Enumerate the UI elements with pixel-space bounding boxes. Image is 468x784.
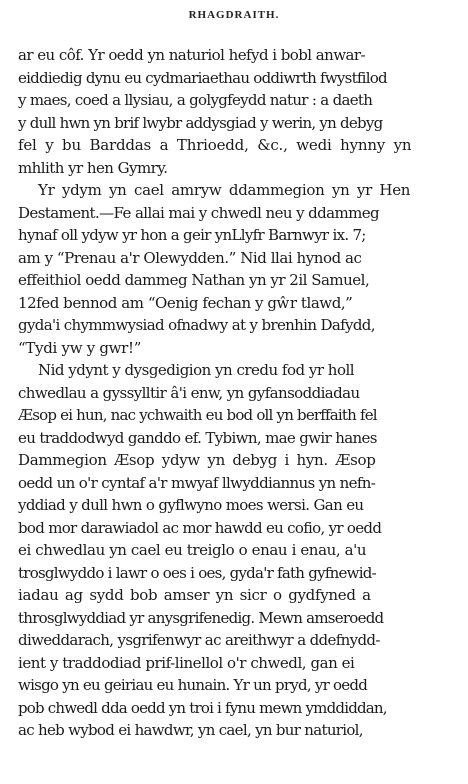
- text-line: oedd un o'r cyntaf a'r mwyaf llwyddiannus yn nefn-: [18, 473, 376, 492]
- text-line: ient y traddodiad prif-linellol o'r chwedl, gan ei: [18, 653, 355, 672]
- text-line: wisgo yn eu geiriau eu hunain. Yr un pryd, yr oedd: [18, 676, 368, 694]
- text-line: ar eu côf. Yr oedd yn naturiol hefyd i bobl anwar-: [18, 46, 366, 64]
- text-line: y maes, coed a llysiau, a golygfeydd natur : a daeth: [18, 91, 373, 109]
- text-line: diweddarach, ysgrifenwyr ac areithwyr a ddefnydd-: [18, 631, 380, 649]
- body-text: [18, 44, 446, 742]
- text-line: “Tydi yw y gwr!”: [18, 338, 142, 357]
- text-line: chwedlau a gyssylltir â'i enw, yn gyfansoddiadau: [18, 383, 360, 402]
- text-line: Yr ydym yn cael amryw ddammegion yn yr Hen: [38, 181, 411, 199]
- text-line: throsglwyddiad yr anysgrifenedig. Mewn amseroedd: [18, 608, 384, 627]
- text-line: Destament.—Fe allai mai y chwedl neu y ddammeg: [18, 203, 380, 222]
- text-line: effeithiol oedd dammeg Nathan yn yr 2il Samuel,: [18, 271, 370, 289]
- text-line: ac heb wybod ei hawdwr, yn cael, yn bur naturiol,: [18, 721, 363, 739]
- text-line: pob chwedl dda oedd yn troi i fynu mewn ymddiddan,: [18, 698, 387, 717]
- text-line: Nid ydynt y dysgedigion yn credu fod yr holl: [38, 361, 355, 379]
- text-line: trosglwyddo i lawr o oes i oes, gyda'r fath gyfnewid-: [18, 563, 376, 582]
- text-line: fel y bu Barddas a Thrioedd, &c., wedi hynny yn: [18, 136, 412, 154]
- text-line: eu traddodwyd ganddo ef. Tybiwn, mae gwir hanes: [18, 428, 377, 447]
- text-line: eiddiedig dynu eu cydmariaethau oddiwrth fwystfilod: [18, 68, 387, 87]
- text-line: Dammegion Æsop ydyw yn debyg i hyn. Æsop: [18, 451, 376, 469]
- running-head: RHAGDRAITH.: [188, 9, 280, 21]
- text-line: y dull hwn yn brif lwybr addysgiad y werin, yn debyg: [18, 113, 383, 132]
- text-line: iadau ag sydd bob amser yn sicr o gydfyned a: [18, 586, 371, 604]
- text-line: 12fed bennod am “Oenig fechan y gŵr tlawd,”: [18, 293, 353, 312]
- text-line: am y “Prenau a'r Olewydden.” Nid llai hynod ac: [18, 248, 362, 267]
- text-line: ei chwedlau yn cael eu treiglo o enau i enau, a'u: [18, 541, 367, 559]
- text-line: Æsop ei hun, nac ychwaith eu bod oll yn berffaith fel: [18, 406, 377, 424]
- text-line: gyda'i chymmwysiad ofnadwy at y brenhin Dafydd,: [18, 316, 375, 334]
- text-line: bod mor darawiadol ac mor hawdd eu cofio, yr oedd: [18, 518, 382, 537]
- text-line: yddiad y dull hwn o gyflwyno moes wersi. Gan eu: [18, 496, 364, 514]
- text-line: mhlith yr hen Gymry.: [18, 158, 168, 177]
- text-line: hynaf oll ydyw yr hon a geir ynLlyfr Barnwyr ix. 7;: [18, 226, 366, 244]
